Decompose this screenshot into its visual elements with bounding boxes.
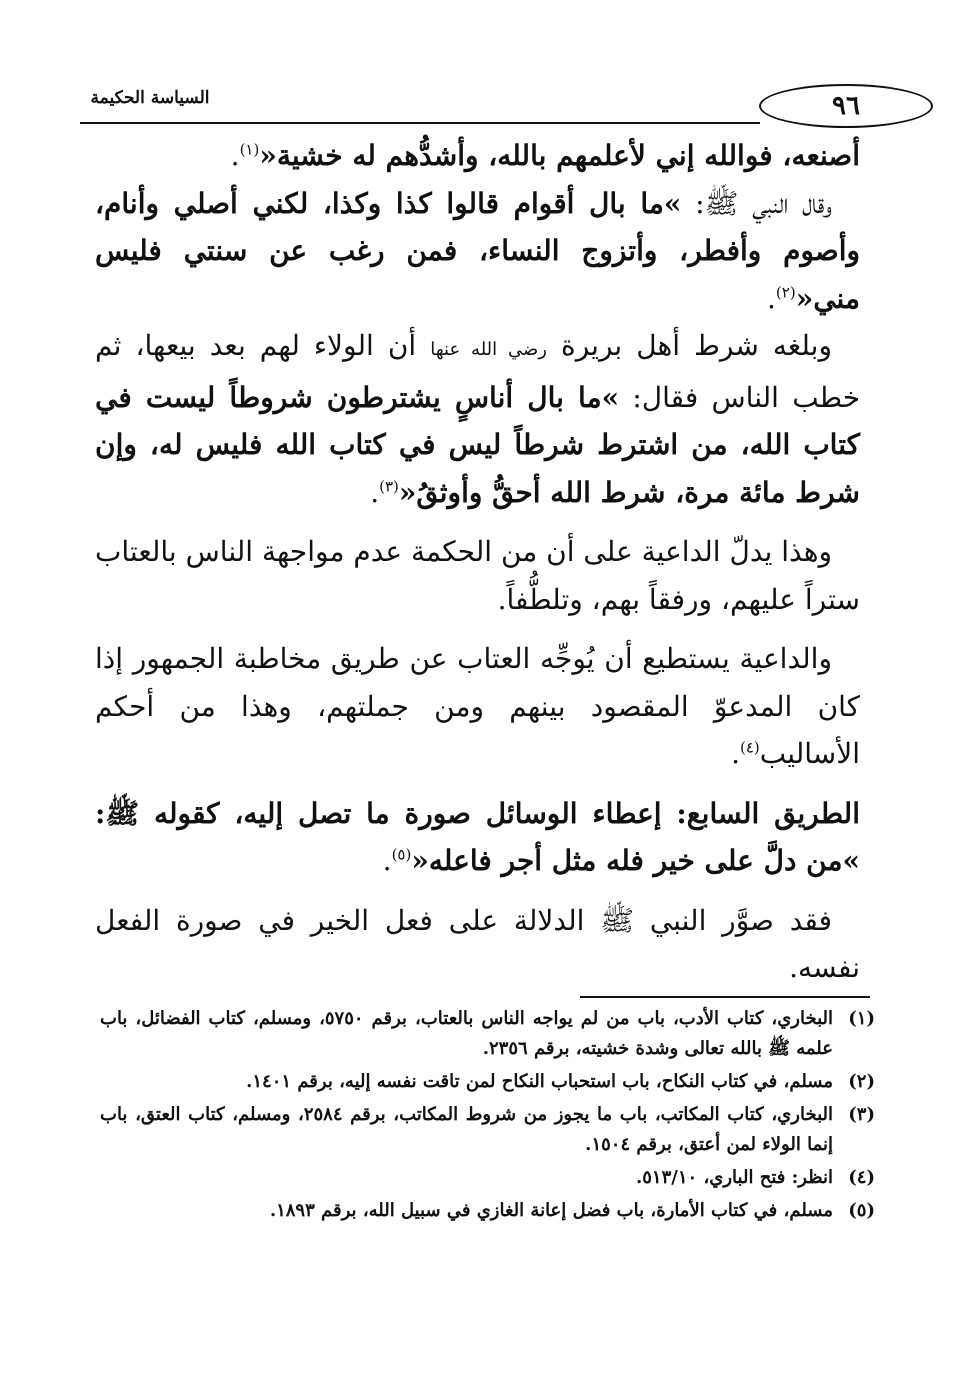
paragraph-intro: وبلغه شرط أهل بريرة (547, 329, 832, 362)
honorific-glyph: رضي الله عنها (430, 339, 547, 360)
footnote-number: (١) (848, 1008, 875, 1029)
footnote-text: البخاري، كتاب المكاتب، باب ما يجوز من شروط المكاتب، برقم ٢٥٨٤، ومسلم، كتاب العتق، باب إنما الولاء لمن أعتق، برقم ١٥٠٤. (100, 1104, 833, 1155)
paragraph-7 (95, 897, 860, 992)
page-header (80, 80, 860, 130)
paragraph-4 (95, 528, 860, 623)
hadith-quote-text: ما بال أقوام قالوا كذا وكذا، لكني أصلي وأنام، وأصوم وأفطر، وأتزوج النساء، فمن رغب عن سنتي فليس مني (95, 186, 860, 315)
footnote-number: (٥) (848, 1200, 875, 1221)
paragraph-text: وهذا يدلّ الداعية على أن من الحكمة عدم مواجهة الناس بالعتاب ستراً عليهم، ورفقاً بهم، وتلطُّفاً. (95, 535, 860, 616)
page-number: ٩٦ (759, 84, 933, 128)
footnote-item (100, 1067, 875, 1097)
footnote-number: (٣) (848, 1104, 875, 1125)
footnote-ref: (٤) (740, 738, 760, 757)
footnote-ref: (٢) (775, 283, 796, 302)
running-title: السياسة الحكيمة (90, 88, 210, 108)
hadith-quote: »ما بال أقوام قالوا كذا وكذا، لكني أصلي وأنام، وأصوم وأفطر، وأتزوج النساء، فمن رغب عن سنتي فليس مني« (95, 186, 860, 315)
footnote-ref: (٣) (379, 477, 399, 496)
footnote-text: مسلم، في كتاب النكاح، باب استحباب النكاح لمن تاقت نفسه إليه، برقم ١٤٠١. (246, 1071, 833, 1092)
section-heading: الطريق السابع: إعطاء الوسائل صورة ما تصل إليه، كقوله ﷺ: (95, 796, 860, 830)
footnotes (100, 1004, 875, 1229)
footnote-text: البخاري، كتاب الأدب، باب من لم يواجه الناس بالعتاب، برقم ٥٧٥٠، ومسلم، كتاب الفضائل، باب علمه ﷺ بالله تعالى وشدة خشيته، برقم ٢٣٥٦. (100, 1008, 833, 1059)
hadith-quote-text: من دلَّ على خير فله مثل أجر فاعله (428, 844, 843, 877)
footnote-number: (٢) (848, 1071, 875, 1092)
hadith-quote: أصنعه، فوالله إني لأعلمهم بالله، وأشدُّهم له خشية« (259, 139, 860, 172)
main-text (95, 132, 860, 992)
paragraph-1: أصنعه، فوالله إني لأعلمهم بالله، وأشدُّهم له خشية«$^{(١)}$. (230, 139, 860, 172)
header-rule (80, 122, 760, 124)
footnote-number: (٤) (848, 1167, 875, 1188)
footnote-text: انظر: فتح الباري، ٥١٣/١٠. (635, 1167, 833, 1188)
paragraph-6: الطريق السابع: إعطاء الوسائل صورة ما تصل إليه، كقوله ﷺ: »من دلَّ على خير فله مثل أجر فاعله«$^{(٥)}$. (95, 796, 860, 877)
footnote-item (100, 1196, 875, 1226)
paragraph-intro: وقال النبي ﷺ: (681, 186, 832, 220)
footnote-item (100, 1163, 875, 1193)
hadith-quote-text: أصنعه، فوالله إني لأعلمهم بالله، وأشدُّهم له خشية (276, 139, 860, 172)
paragraph-2: وقال النبي ﷺ: »ما بال أقوام قالوا كذا وكذا، لكني أصلي وأنام، وأصوم وأفطر، وأتزوج النساء، فمن رغب عن سنتي فليس مني«$^{(٢)}$. (95, 186, 860, 315)
footnote-ref: (٥) (391, 845, 412, 864)
footnote-text: مسلم، في كتاب الأمارة، باب فضل إعانة الغازي في سبيل الله، برقم ١٨٩٣. (269, 1200, 833, 1221)
hadith-quote: »ما بال أناسٍ يشترطون شروطاً ليست في كتاب الله، من اشترط شرطاً ليس في كتاب الله فليس له، وإن شرط مائة مرة، شرط الله أحقُّ وأوثقُ« (95, 380, 860, 509)
paragraph-text: والداعية يستطيع أن يُوجِّه العتاب عن طريق مخاطبة الجمهور إذا كان المدعوّ المقصود بينهم ومن جملتهم، وهذا من أحكم الأساليب (95, 642, 860, 770)
footnote-item (100, 1004, 875, 1064)
paragraph-intro-cont: أن الولاء لهم بعد بيعها، ثم خطب الناس فقال: (95, 329, 860, 414)
hadith-quote-text: ما بال أناسٍ يشترطون شروطاً ليست في كتاب الله، من اشترط شرطاً ليس في كتاب الله فليس له، وإن شرط مائة مرة، شرط الله أحقُّ وأوثقُ (95, 380, 860, 509)
footnote-item (100, 1100, 875, 1160)
footnote-separator (580, 996, 870, 998)
paragraph-text: فقد صوَّر النبي ﷺ الدلالة على فعل الخير في صورة الفعل نفسه. (95, 903, 860, 984)
footnote-ref: (١) (239, 140, 260, 159)
hadith-quote: »من دلَّ على خير فله مثل أجر فاعله« (411, 844, 860, 877)
paragraph-5: والداعية يستطيع أن يُوجِّه العتاب عن طريق مخاطبة الجمهور إذا كان المدعوّ المقصود بينهم ومن جملتهم، وهذا من أحكم الأساليب$^{(٤)}$. (95, 642, 860, 770)
paragraph-3: وبلغه شرط أهل بريرة رضي الله عنها أن الولاء لهم بعد بيعها، ثم خطب الناس فقال: »ما بال أناسٍ يشترطون شروطاً ليست في كتاب الله، من اشترط شرطاً ليس في كتاب الله فليس له، وإن شرط مائة مرة، شرط الله أحقُّ وأوثقُ«$^{(٣)}$. (95, 329, 860, 509)
